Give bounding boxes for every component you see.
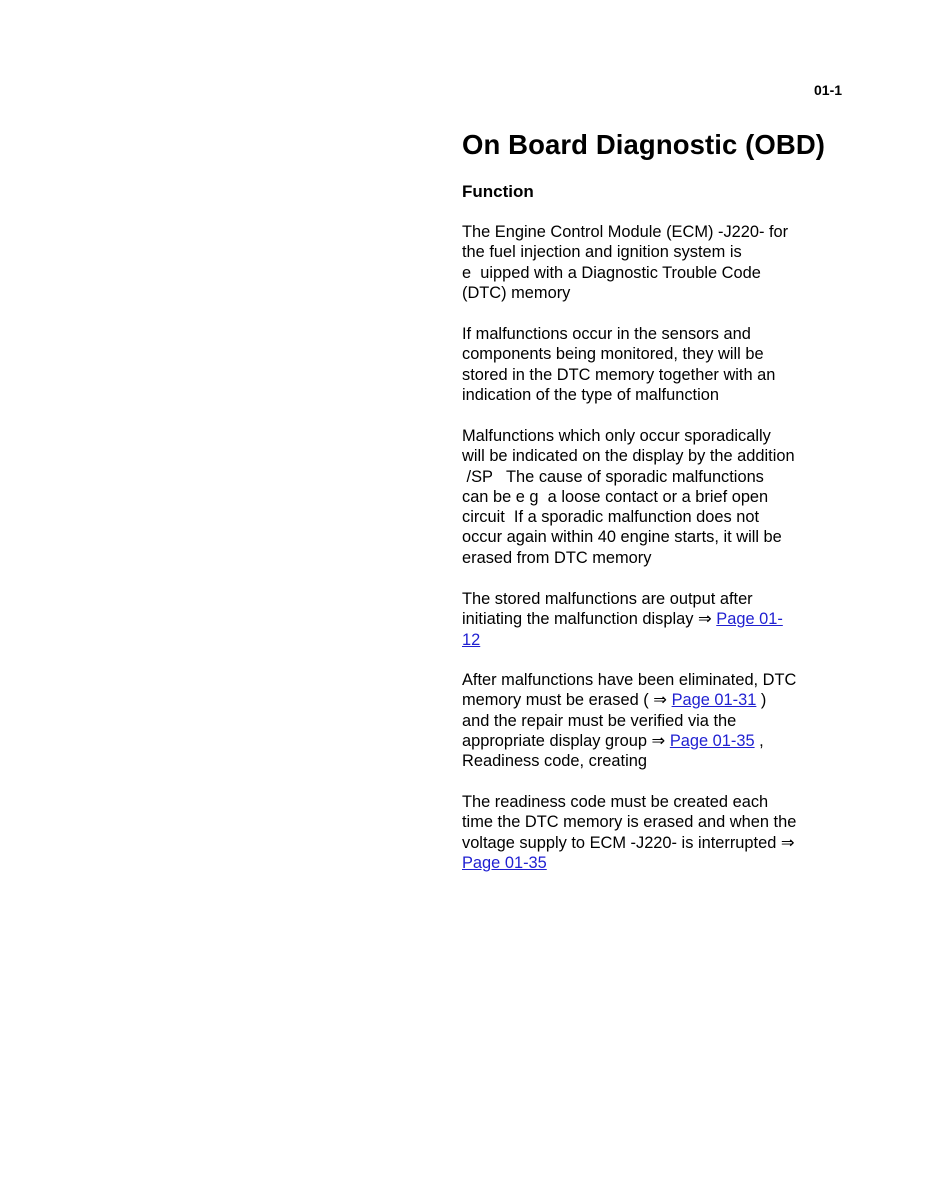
text-line: Malfunctions which only occur sporadically bbox=[462, 427, 771, 445]
text-line: time the DTC memory is erased and when the bbox=[462, 813, 797, 832]
right-arrow-icon: ⇒ bbox=[780, 833, 795, 852]
paragraph-ecm-intro bbox=[462, 222, 842, 303]
text-line bbox=[462, 833, 842, 853]
text-line: If malfunctions occur in the sensors and bbox=[462, 325, 751, 343]
text-line: occur again within 40 engine starts, it will be bbox=[462, 528, 782, 547]
text-line bbox=[462, 731, 842, 751]
text-line: The stored malfunctions are output after bbox=[462, 590, 753, 608]
link-page-01-12-continued[interactable]: 12 bbox=[462, 630, 481, 649]
text-line: /SP The cause of sporadic malfunctions bbox=[462, 467, 764, 486]
link-page-01-31[interactable]: Page 01-31 bbox=[671, 691, 757, 710]
paragraph-readiness-code bbox=[462, 792, 842, 873]
text-line: The readiness code must be created each bbox=[462, 793, 769, 811]
text-line: and the repair must be verified via the bbox=[462, 711, 737, 730]
text-fragment: memory must be erased ( bbox=[462, 691, 654, 710]
right-arrow-icon: ⇒ bbox=[653, 691, 668, 710]
text-line: will be indicated on the display by the addition bbox=[462, 447, 795, 466]
text-line bbox=[462, 609, 842, 629]
text-line: stored in the DTC memory together with an bbox=[462, 365, 776, 384]
text-line bbox=[462, 690, 842, 710]
paragraph-malfunction-storage bbox=[462, 324, 842, 405]
text-line bbox=[462, 630, 842, 650]
text-fragment: ) bbox=[756, 691, 767, 710]
text-line: (DTC) memory bbox=[462, 283, 571, 302]
text-fragment: voltage supply to ECM -J220- is interrupted bbox=[462, 833, 781, 852]
text-line: can be e g a loose contact or a brief open bbox=[462, 487, 769, 506]
text-line: components being monitored, they will be bbox=[462, 345, 764, 364]
paragraph-stored-output bbox=[462, 589, 842, 650]
text-fragment: initiating the malfunction display bbox=[462, 610, 698, 629]
text-fragment: , bbox=[754, 731, 764, 750]
section-heading-function: Function bbox=[462, 182, 534, 201]
link-page-01-35-readiness[interactable]: Page 01-35 bbox=[462, 853, 547, 872]
paragraph-sporadic-malfunctions bbox=[462, 426, 842, 568]
link-page-01-12[interactable]: Page 01- bbox=[716, 610, 783, 629]
text-line bbox=[462, 853, 842, 873]
right-arrow-icon: ⇒ bbox=[651, 731, 666, 750]
text-fragment: appropriate display group bbox=[462, 731, 652, 750]
page-title: On Board Diagnostic (OBD) bbox=[462, 129, 826, 160]
text-line: The Engine Control Module (ECM) -J220- for bbox=[462, 223, 789, 241]
text-line: indication of the type of malfunction bbox=[462, 385, 719, 404]
text-line: After malfunctions have been eliminated, DTC bbox=[462, 671, 797, 689]
text-line: circuit If a sporadic malfunction does not bbox=[462, 508, 760, 527]
page-number: 01-1 bbox=[814, 82, 843, 98]
link-page-01-35[interactable]: Page 01-35 bbox=[669, 731, 755, 750]
text-line: e uipped with a Diagnostic Trouble Code bbox=[462, 263, 761, 282]
right-arrow-icon: ⇒ bbox=[697, 610, 712, 629]
text-line: the fuel injection and ignition system is bbox=[462, 243, 742, 262]
paragraph-after-elimination bbox=[462, 670, 842, 771]
text-line: erased from DTC memory bbox=[462, 548, 652, 567]
text-line: Readiness code, creating bbox=[462, 752, 647, 771]
